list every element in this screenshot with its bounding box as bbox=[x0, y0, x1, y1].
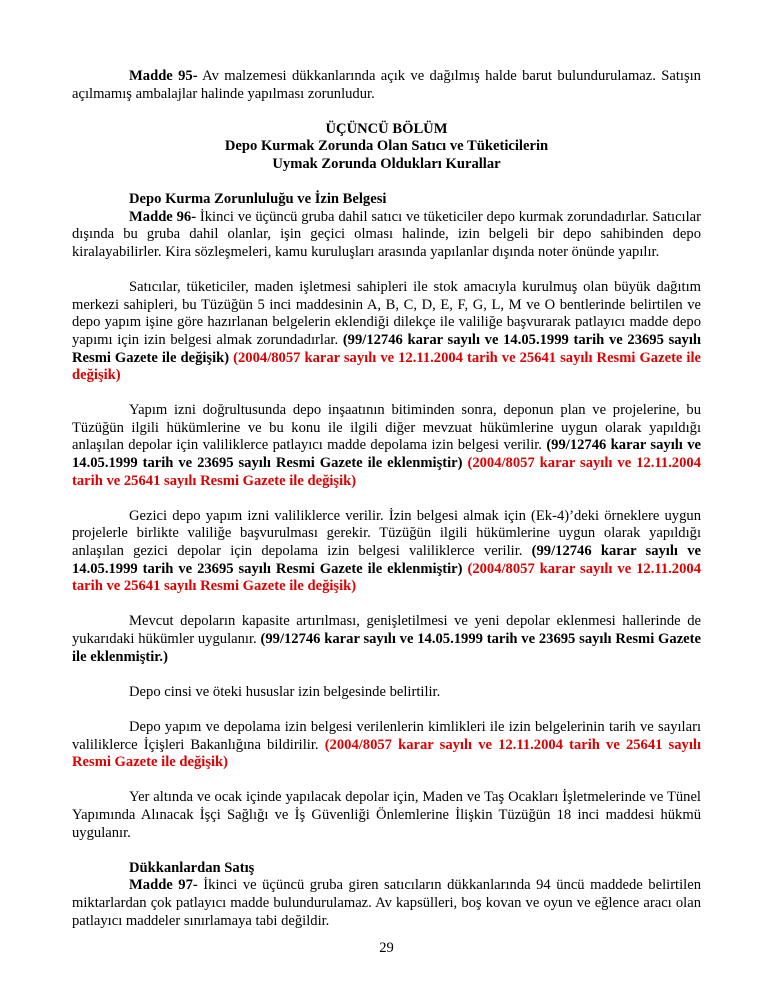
article-97-label: Madde 97- bbox=[129, 877, 198, 894]
paragraph-gezici-depo bbox=[72, 508, 701, 596]
page-number: 29 bbox=[379, 940, 394, 956]
article-95 bbox=[72, 68, 701, 103]
heading-dukkan-satis: Dükkanlardan Satış bbox=[129, 859, 255, 876]
paragraph-text: Gezici depo yapım izni valiliklerce verilir. İzin belgesi almak için (Ek-4)’deki örneklere uygun projelerle birlikte valiliğe başvurulması gerekir. Tüzüğün ilgili hükümlerine uygun olarak yapıldığı anlaşılan gezici depolar için depolama izin belgesi valiliklerce verilir. bbox=[72, 507, 701, 560]
article-95-label: Madde 95- bbox=[129, 68, 198, 84]
article-96-label: Madde 96- bbox=[129, 208, 197, 225]
section-subtitle-2: Uymak Zorunda Oldukları Kurallar bbox=[272, 155, 501, 172]
paragraph-kapasite bbox=[72, 613, 701, 666]
article-97 bbox=[72, 877, 701, 930]
paragraph-text: Yapım izni doğrultusunda depo inşaatının bitiminden sonra, deponun plan ve projelerine, bu Tüzüğün ilgili hükümlerine ve bu konu ile ilgili diğer mevzuat hükümlerine uygun olarak yapıldığı anlaşılan depolar için valiliklerce patlayıcı madde depolama izin belgesi verilir. bbox=[72, 402, 701, 454]
paragraph-depo-cinsi: Depo cinsi ve öteki hususlar izin belgesinde belirtilir. bbox=[129, 683, 441, 700]
article-96-text: İkinci ve üçüncü gruba dahil satıcı ve tüketiciler depo kurmak zorundadırlar. Satıcılar dışında bu gruba dahil olanlar, işin geçici olması halinde, izin belgeli bir depo sahibinden depo kiralayabilirler. Kira sözleşmeleri, kamu kuruluşları arasında yapılanlar dışında noter önünde yapılır. bbox=[72, 208, 701, 260]
heading-depo-kurma: Depo Kurma Zorunluluğu ve İzin Belgesi bbox=[129, 191, 387, 208]
paragraph-text: Mevcut depoların kapasite artırılması, genişletilmesi ve yeni depolar eklenmesi hallerinde de yukarıdaki hükümler uygulanır. bbox=[72, 613, 701, 647]
section-title: ÜÇÜNCÜ BÖLÜM bbox=[325, 120, 448, 137]
article-95-text: Av malzemesi dükkanlarında açık ve dağılmış halde barut bulundurulamaz. Satışın açılmamış ambalajlar halinde yapılması zorunludur. bbox=[72, 68, 701, 102]
paragraph-depo-izin bbox=[72, 279, 701, 385]
paragraph-kimlik-bildirim bbox=[72, 719, 701, 772]
amendment-note: (99/12746 karar sayılı ve 14.05.1999 tarih ve 23695 sayılı Resmi Gazete ile eklenmiştir.) bbox=[72, 631, 701, 665]
amendment-note: (99/12746 karar sayılı ve 14.05.1999 tarih ve 23695 sayılı Resmi Gazete ile eklenmiştir) bbox=[72, 543, 701, 577]
section-subtitle-1: Depo Kurmak Zorunda Olan Satıcı ve Tüketicilerin bbox=[224, 138, 549, 155]
amendment-note-red: (2004/8057 karar sayılı ve 12.11.2004 tarih ve 25641 sayılı Resmi Gazete ile değişik) bbox=[72, 736, 701, 771]
paragraph-yer-alti: Yer altında ve ocak içinde yapılacak depolar için, Maden ve Taş Ocakları İşletmelerinde ve Tünel Yapımında Alınacak İşçi Sağlığı ve İş Güvenliği Önlemlerine İlişkin Tüzüğün 18 inci maddesi hükmü uygulanır. bbox=[72, 789, 701, 841]
paragraph-text: Satıcılar, tüketiciler, maden işletmesi sahipleri ile stok amacıyla kurulmuş olan büyük dağıtım merkezi sahipleri, bu Tüzüğün 5 inci maddesinin A, B, C, D, E, F, G, L, M ve O bentlerinde belirtilen ve depo yapım işine göre hazırlanan belgelerin eklendiği dilekçe ile valiliğe başvurarak patlayıcı madde depo yapımı için izin belgesi almak zorundadırlar. bbox=[72, 279, 701, 348]
amendment-note-red: (2004/8057 karar sayılı ve 12.11.2004 tarih ve 25641 sayılı Resmi Gazete ile değişik) bbox=[72, 560, 701, 595]
amendment-note-red: (2004/8057 karar sayılı ve 12.11.2004 tarih ve 25641 sayılı Resmi Gazete ile değişik) bbox=[72, 455, 701, 489]
paragraph-yapim-izni bbox=[72, 402, 701, 490]
amendment-note: (99/12746 karar sayılı ve 14.05.1999 tarih ve 23695 sayılı Resmi Gazete ile değişik) bbox=[72, 331, 702, 366]
article-96 bbox=[72, 209, 701, 262]
article-97-text: İkinci ve üçüncü gruba giren satıcıların dükkanlarında 94 üncü maddede belirtilen miktarlardan çok patlayıcı madde bulundurulamaz. Av kapsülleri, boş kovan ve oyun ve eğlence aracı olan patlayıcı maddeler sınırlamaya tabi değildir. bbox=[72, 877, 701, 929]
amendment-note-red: (2004/8057 karar sayılı ve 12.11.2004 tarih ve 25641 sayılı Resmi Gazete ile değişik) bbox=[72, 349, 701, 384]
paragraph-text: Depo yapım ve depolama izin belgesi verilenlerin kimlikleri ile izin belgelerinin tarih ve sayıları valiliklerce İçişleri Bakanlığına bildirilir. bbox=[72, 718, 701, 753]
amendment-note: (99/12746 karar sayılı ve 14.05.1999 tarih ve 23695 sayılı Resmi Gazete ile eklenmiştir) bbox=[72, 437, 701, 472]
document-page bbox=[72, 68, 701, 930]
